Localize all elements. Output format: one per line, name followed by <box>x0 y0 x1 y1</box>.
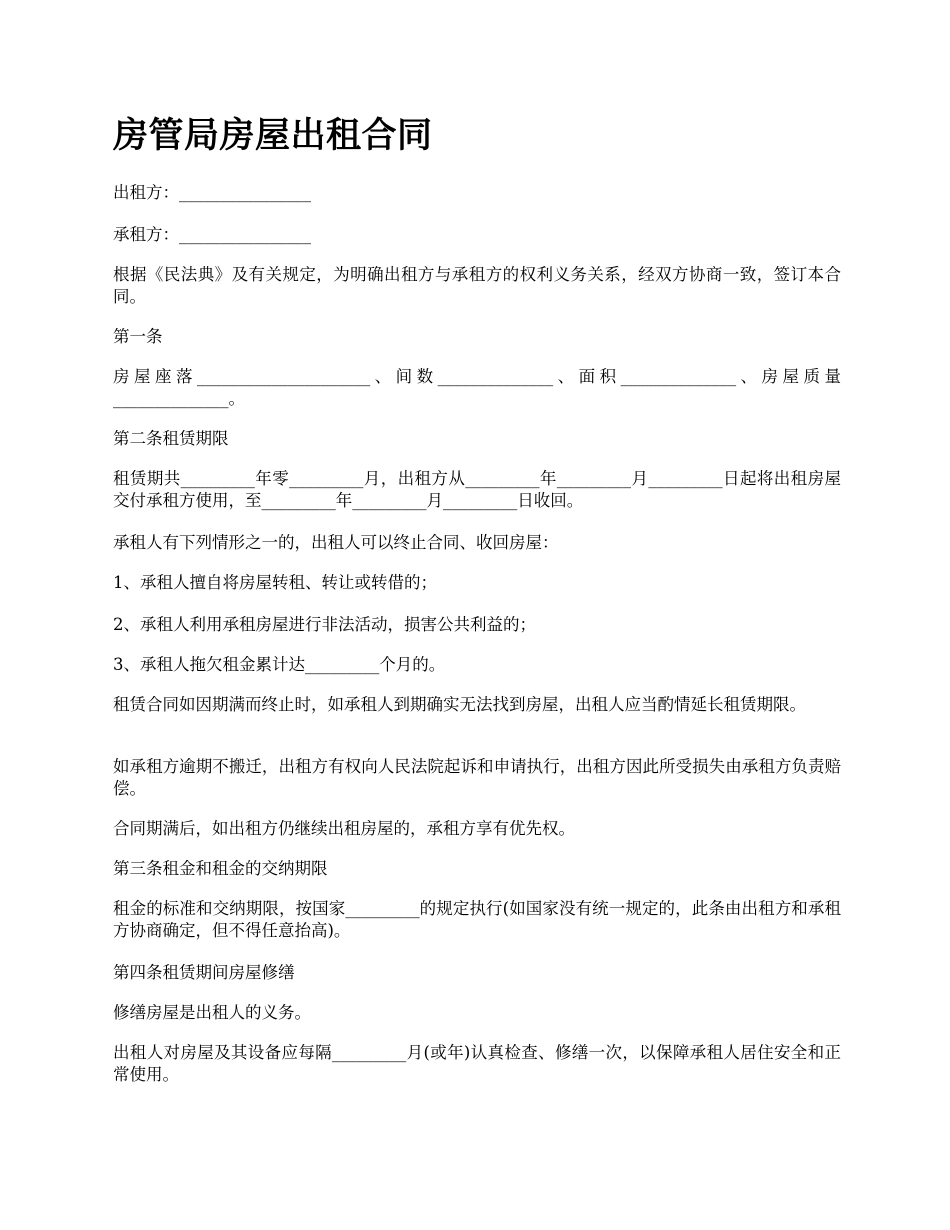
termination-item-1: 1、承租人擅自将房屋转租、转让或转借的； <box>113 573 437 592</box>
lease-extension-paragraph: 租赁合同如因期满而终止时，如承租人到期确实无法找到房屋，出租人应当酌情延长租赁期限。 <box>113 695 806 714</box>
article-1-body: 房屋座落_____________________、间数______________、面积______________、房屋质量______________。 <box>113 367 841 408</box>
inspection-paragraph: 出租人对房屋及其设备应每隔_________月(或年)认真检查、修缮一次，以保障承租人居住安全和正常使用。 <box>113 1043 841 1084</box>
rent-standard-paragraph: 租金的标准和交纳期限，按国家_________的规定执行(如国家没有统一规定的，此条由出租方和承租方协商确定，但不得任意抬高)。 <box>113 899 841 940</box>
termination-item-3: 3、承租人拖欠租金累计达_________个月的。 <box>113 655 446 674</box>
preamble-paragraph: 根据《民法典》及有关规定，为明确出租方与承租方的权利义务关系，经双方协商一致，签订本合同。 <box>113 265 841 306</box>
article-1-heading: 第一条 <box>113 327 163 346</box>
termination-intro: 承租人有下列情形之一的，出租人可以终止合同、收回房屋： <box>113 533 559 552</box>
lessor-line: 出租方：________________ <box>113 183 311 202</box>
lessee-line: 承租方：________________ <box>113 225 311 244</box>
document-title: 房管局房屋出租合同 <box>113 116 433 156</box>
overdue-move-paragraph: 如承租方逾期不搬迁，出租方有权向人民法院起诉和申请执行，出租方因此所受损失由承租方负责赔偿。 <box>113 757 841 798</box>
article-3-heading: 第三条租金和租金的交纳期限 <box>113 859 328 878</box>
priority-paragraph: 合同期满后，如出租方仍继续出租房屋的，承租方享有优先权。 <box>113 819 575 838</box>
repair-duty-paragraph: 修缮房屋是出租人的义务。 <box>113 1003 311 1022</box>
lease-term-paragraph: 租赁期共_________年零_________月，出租方从_________年_________月_________日起将出租房屋交付承租方使用，至_________年_________月_________日收回。 <box>113 469 841 510</box>
termination-item-2: 2、承租人利用承租房屋进行非法活动，损害公共利益的； <box>113 615 536 634</box>
article-4-heading: 第四条租赁期间房屋修缮 <box>113 963 295 982</box>
article-2-heading: 第二条租赁期限 <box>113 429 229 448</box>
